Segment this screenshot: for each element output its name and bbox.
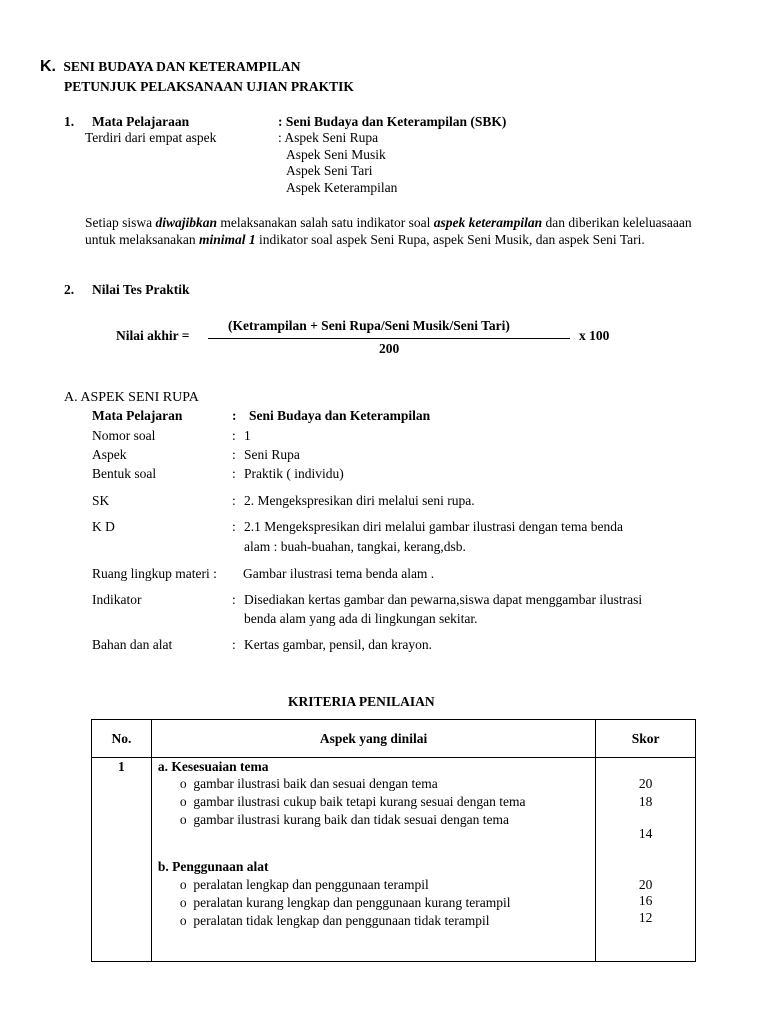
info-value: 2.1 Mengekspresikan diri melalui gambar ilustrasi dengan tema benda [244,519,624,534]
info-value: Praktik ( individu) [244,466,344,481]
kriteria-title: KRITERIA PENILAIAN [288,694,435,709]
info-label: Indikator [92,592,142,607]
info-value: Gambar ilustrasi tema benda alam . [243,566,435,581]
criteria-item: o gambar ilustrasi baik dan sesuai dengan tema [179,776,438,791]
info-value: Disediakan kertas gambar dan pewarna,siswa dapat menggambar ilustrasi [244,592,643,607]
section1-number: 1. [64,114,75,129]
formula-label: Nilai akhir = [116,328,190,343]
section-a-title: A. ASPEK SENI RUPA [64,390,199,405]
info-colon: : [232,408,237,423]
section1-value: : Seni Budaya dan Keterampilan (SBK) [278,114,507,129]
info-label: Bahan dan alat [92,637,173,652]
info-label: Nomor soal [92,428,156,443]
criteria-item: o gambar ilustrasi kurang baik dan tidak sesuai dengan tema [179,812,509,827]
info-label: Aspek [92,447,127,462]
document-header [40,58,301,76]
score-value: 14 [638,826,653,841]
info-value: Seni Rupa [244,447,300,462]
row-number: 1 [118,759,125,774]
table-header-row [92,720,696,758]
info-value-continued: alam : buah-buahan, tangkai, kerang,dsb. [244,539,466,554]
info-colon: : [232,637,236,652]
formula-denominator: 200 [379,341,400,356]
section1-label: Mata Pelajaraan [92,114,190,129]
info-colon: : [232,519,236,534]
aspect-item: Aspek Seni Musik [286,147,386,162]
criteria-group-title: b. Penggunaan alat [157,859,269,874]
formula-numerator: (Ketrampilan + Seni Rupa/Seni Musik/Seni Tari) [228,318,510,333]
info-colon: : [232,592,236,607]
score-value: 20 [638,776,653,791]
header-no: No. [92,720,152,758]
aspect-item: Aspek Keterampilan [286,180,398,195]
header-aspek: Aspek yang dinilai [151,720,595,758]
info-label: Mata Pelajaran [92,408,183,423]
score-value: 18 [638,794,653,809]
fraction-line [208,338,570,339]
criteria-item: o gambar ilustrasi cukup baik tetapi kurang sesuai dengan tema [179,794,526,809]
info-label: SK [92,493,110,508]
info-colon: : [232,447,236,462]
info-value: Seni Budaya dan Keterampilan [249,408,431,423]
section1-sub-label: Terdiri dari empat aspek [85,130,217,145]
criteria-item: o peralatan tidak lengkap dan penggunaan tidak terampil [179,913,490,928]
criteria-item: o peralatan kurang lengkap dan penggunaan kurang terampil [179,895,511,910]
aspect-item: : Aspek Seni Rupa [278,130,379,145]
info-value: Kertas gambar, pensil, dan krayon. [244,637,433,652]
criteria-list [152,758,595,961]
criteria-group-title: a. Kesesuaian tema [157,759,269,774]
info-colon: : [232,493,236,508]
section2-number: 2. [64,282,75,297]
section2-title: Nilai Tes Praktik [92,282,190,297]
formula-multiplier: x 100 [579,328,610,343]
instruction-paragraph: Setiap siswa diwajibkan melaksanakan salah satu indikator soal aspek keterampilan dan diberikan keleluasaaan untuk melaksanakan minimal 1 indikator soal aspek Seni Rupa, aspek Seni Musik, dan aspek Seni Tari. [85,215,692,247]
aspect-item: Aspek Seni Tari [286,163,373,178]
info-label: K D [92,519,115,534]
header-subtitle: PETUNJUK PELAKSANAAN UJIAN PRAKTIK [64,79,354,94]
info-label: Bentuk soal [92,466,157,481]
info-colon: : [232,428,236,443]
score-list [596,758,695,961]
info-value-continued: benda alam yang ada di lingkungan sekitar. [244,611,478,626]
score-value: 12 [638,910,653,925]
score-value: 16 [638,893,653,908]
criteria-item: o peralatan lengkap dan penggunaan terampil [179,877,429,892]
header-skor: Skor [596,720,696,758]
score-value: 20 [638,877,653,892]
info-value: 2. Mengekspresikan diri melalui seni rupa. [244,493,475,508]
kriteria-table [91,719,696,962]
table-row [92,758,696,962]
info-colon: : [232,466,236,481]
info-label: Ruang lingkup materi : [92,566,217,581]
section-letter: K. [40,58,56,75]
info-value: 1 [244,428,251,443]
header-title: SENI BUDAYA DAN KETERAMPILAN [63,59,301,74]
